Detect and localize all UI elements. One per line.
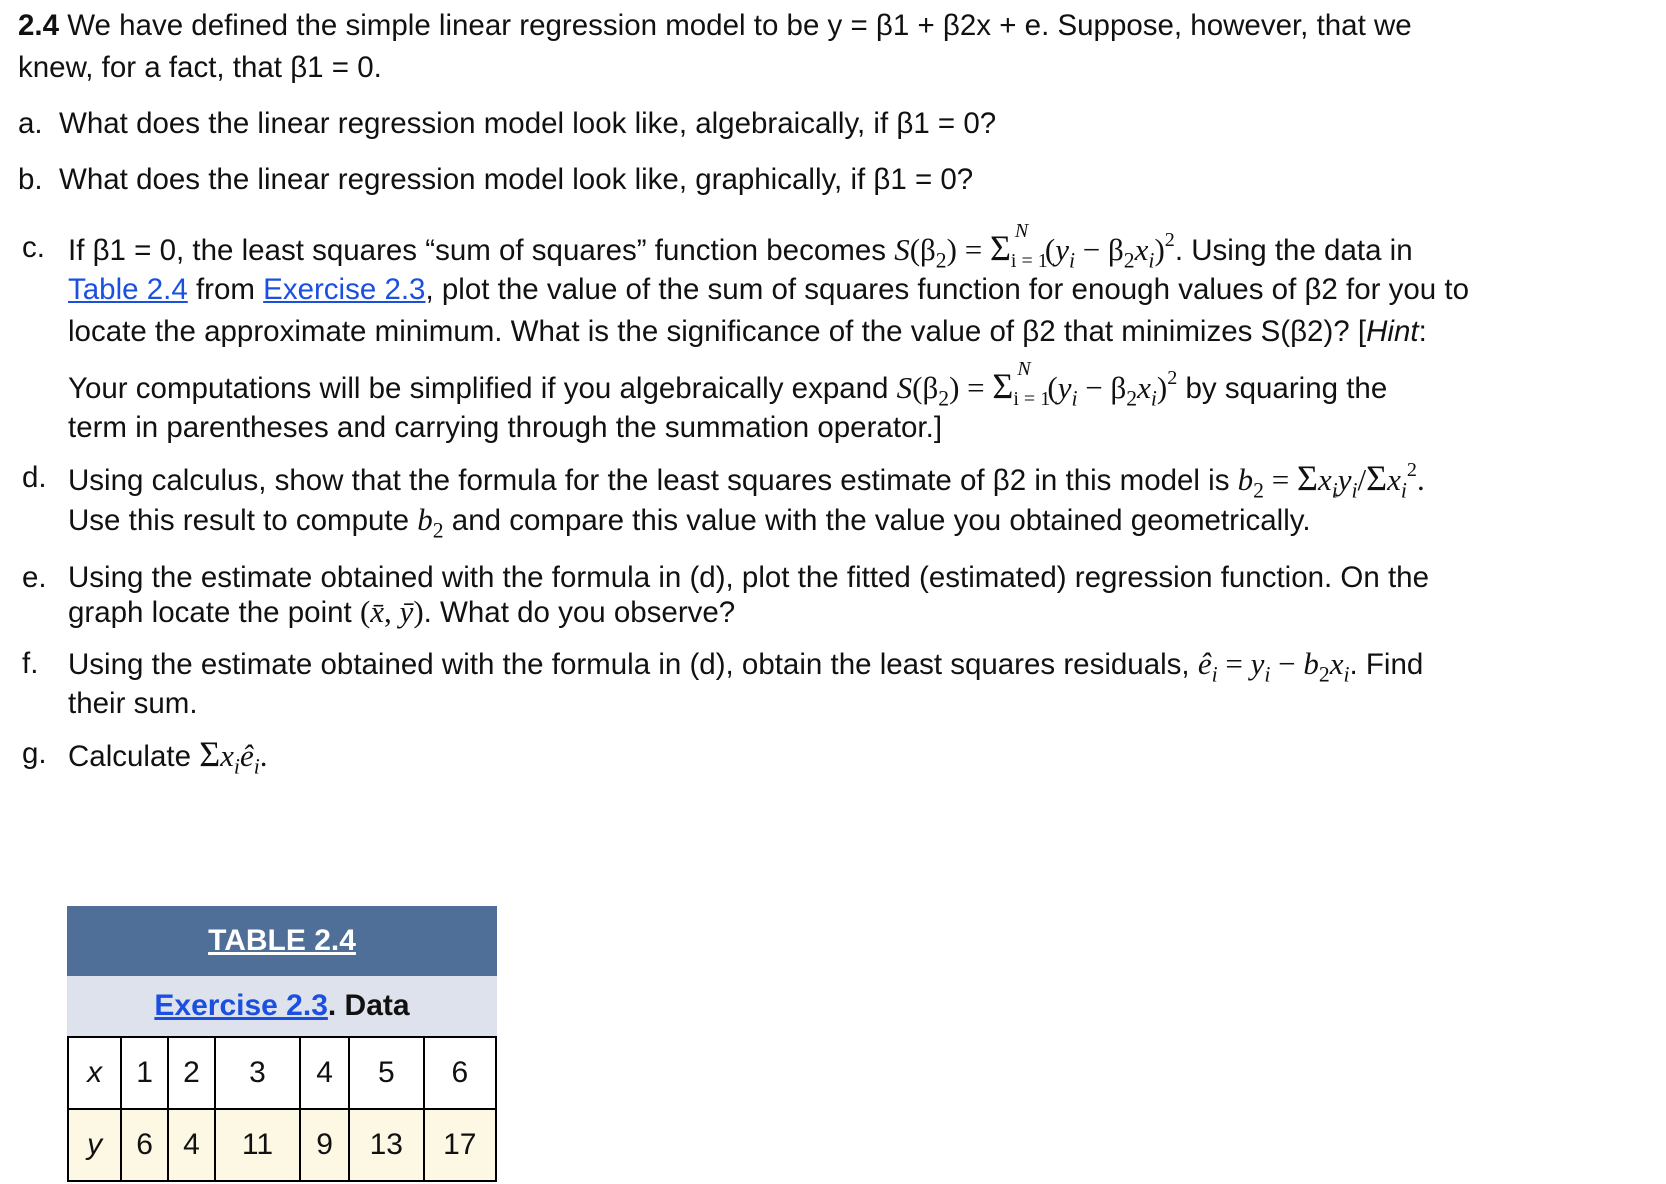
- part-c-line-5: term in parentheses and carrying through the summation operator.]: [68, 411, 943, 444]
- table-cell: 4: [300, 1037, 349, 1109]
- b2-formula: $b_2 = \Sigma x_iy_i/\Sigma x_i^2$.: [1237, 458, 1425, 503]
- part-b-text: What does the linear regression model look like, graphically, if β1 = 0?: [59, 163, 974, 196]
- mean-point: (x̄, ȳ): [359, 594, 424, 629]
- part-c-l4-pre: Your computations will be simplified if you algebraically expand: [68, 372, 889, 405]
- part-b-label: b.: [18, 163, 43, 196]
- part-f-label: f.: [22, 647, 39, 680]
- part-e-line-1: Using the estimate obtained with the formula in (d), plot the fitted (estimated) regression function. On the: [68, 561, 1429, 594]
- table-subtitle-bar: [67, 976, 497, 1036]
- data-table: [67, 1036, 497, 1182]
- part-c-l1-pre: If β1 = 0, the least squares “sum of squares” function becomes: [68, 234, 886, 267]
- table-2-4-link[interactable]: Table 2.4: [68, 273, 188, 306]
- part-a-text: What does the linear regression model look like, algebraically, if β1 = 0?: [59, 107, 997, 140]
- problem-intro-line-1: [18, 6, 1412, 46]
- part-d-l2-pre: Use this result to compute: [68, 504, 410, 537]
- part-c-l3-post: :: [1418, 315, 1427, 348]
- part-g-label: g.: [22, 737, 47, 770]
- table-cell: 1: [121, 1037, 168, 1109]
- part-e-label: e.: [22, 561, 47, 594]
- sum-of-squares-formula: S: [894, 232, 910, 267]
- part-c-label: c.: [22, 231, 45, 264]
- part-e-l2-pre: graph locate the point: [68, 596, 352, 629]
- part-g-line-1: [68, 734, 267, 777]
- part-g-text: Calculate: [68, 740, 191, 773]
- table-cell: 4: [168, 1109, 215, 1181]
- table-cell: 13: [349, 1109, 424, 1181]
- table-row-y: [68, 1109, 496, 1181]
- data-table-card: [67, 906, 497, 1182]
- sum-of-squares-formula-2: S: [896, 370, 913, 405]
- exercise-2-3-link[interactable]: Exercise 2.3: [263, 273, 426, 306]
- part-c-from: from: [195, 273, 255, 306]
- table-cell: 17: [424, 1109, 496, 1181]
- table-cell: 6: [121, 1109, 168, 1181]
- part-c-l3-pre: locate the approximate minimum. What is the significance of the value of β2 that minimizes S(β2)? [: [68, 315, 1367, 348]
- problem-intro-line-2: knew, for a fact, that β1 = 0.: [18, 51, 382, 84]
- table-header-y: y: [68, 1109, 121, 1181]
- table-cell: 3: [215, 1037, 300, 1109]
- part-d-label: d.: [22, 461, 47, 494]
- part-f-line-1: [68, 644, 1423, 685]
- table-cell: 6: [424, 1037, 496, 1109]
- part-c-l2-post: , plot the value of the sum of squares function for enough values of β2 for you to: [425, 273, 1470, 306]
- part-f-l1-pre: Using the estimate obtained with the formula in (d), obtain the least squares residuals,: [68, 648, 1190, 681]
- part-e-line-2: [68, 592, 735, 633]
- part-a: [18, 104, 996, 144]
- part-c-line-4: Your computations will be simplified if you algebraically expand $S(\beta_2) = \Sigma$ N i = 1 $(y_i - \beta_2x_i)^2$ by squaring the: [68, 358, 1388, 411]
- table-title[interactable]: TABLE 2.4: [208, 924, 356, 957]
- part-c-l1-post: . Using the data in: [1174, 234, 1413, 267]
- table-cell: 2: [168, 1037, 215, 1109]
- table-cell: 11: [215, 1109, 300, 1181]
- b2-symbol: $b_2$: [417, 502, 444, 543]
- part-d-l2-post: and compare this value with the value you obtained geometrically.: [451, 504, 1311, 537]
- table-cell: 9: [300, 1109, 349, 1181]
- table-exercise-link[interactable]: Exercise 2.3: [154, 989, 328, 1022]
- part-f-line-2: their sum.: [68, 687, 198, 720]
- intro-text-1: We have defined the simple linear regression model to be y = β1 + β2x + e. Suppose, however, that we: [67, 9, 1412, 42]
- table-subtitle-rest: . Data: [327, 989, 410, 1022]
- sum-xe-formula: $\Sigma x_iê_i$.: [199, 734, 268, 779]
- part-c-line-3: [68, 312, 1427, 352]
- part-d-line-1: [68, 458, 1425, 501]
- part-b: [18, 160, 973, 200]
- residual-formula: $ê_i = y_i - b_2x_i$: [1197, 646, 1350, 687]
- table-cell: 5: [349, 1037, 424, 1109]
- part-e-l2-post: . What do you observe?: [423, 596, 736, 629]
- part-f-l1-post: . Find: [1349, 648, 1424, 681]
- table-row-x: [68, 1037, 496, 1109]
- table-title-bar: [67, 906, 497, 976]
- part-a-label: a.: [18, 107, 43, 140]
- part-c-l4-post: by squaring the: [1185, 372, 1388, 405]
- hint-label: Hint: [1366, 315, 1419, 348]
- part-d-l1-pre: Using calculus, show that the formula for the least squares estimate of β2 in this model is: [68, 464, 1230, 497]
- part-c-line-1: If β1 = 0, the least squares “sum of squares” function becomes $S(\beta_2) = \Sigma$ N i = 1 $(y_i - \beta_2x_i)^2$. Using the data in: [68, 220, 1413, 273]
- part-d-line-2: [68, 500, 1311, 541]
- part-c-line-2: [68, 270, 1469, 310]
- table-header-x: x: [68, 1037, 121, 1109]
- problem-number: 2.4: [18, 9, 60, 42]
